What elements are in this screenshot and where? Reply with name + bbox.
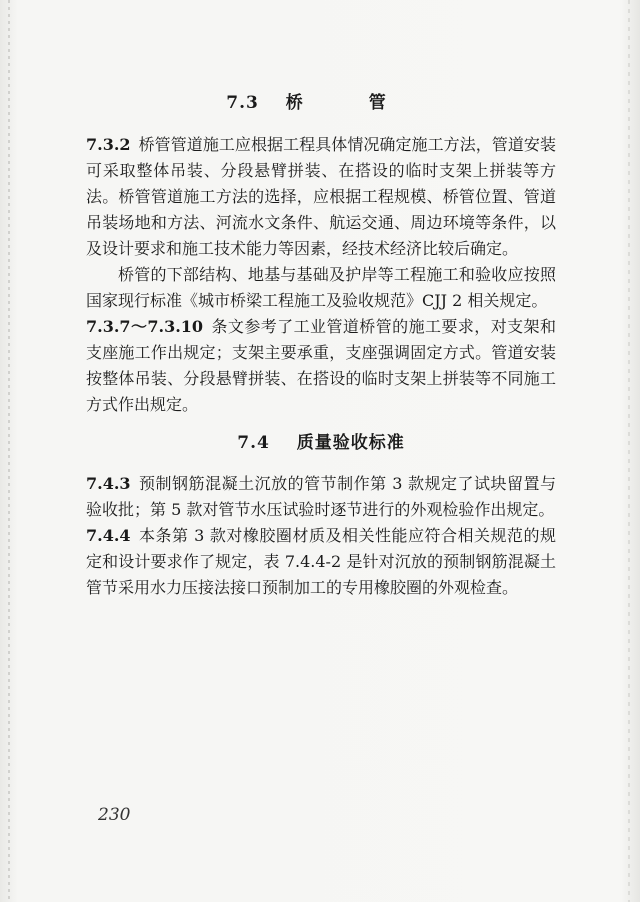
clause-text: 本条第 3 款对橡胶圈材质及相关性能应符合相关规范的规定和设计要求作了规定，表 7.4.4-2 是针对沉放的预制钢筋混凝土管节采用水力压接法接口预制加工的专用橡胶圈的外观检查。 (86, 526, 556, 597)
clause-7-3-7-to-7-3-10 (86, 314, 556, 418)
clause-text: 桥管的下部结构、地基与基础及护岸等工程施工和验收应按照国家现行标准《城市桥梁工程施工及验收规范》CJJ 2 相关规定。 (86, 265, 556, 310)
section-heading-7-3 (86, 88, 556, 113)
page-body (86, 88, 556, 601)
clause-text: 预制钢筋混凝土沉放的管节制作第 3 款规定了试块留置与验收批；第 5 款对管节水压试验时逐节进行的外观检验作出规定。 (86, 474, 556, 519)
clause-7-4-3 (86, 471, 556, 523)
right-scan-edge (628, 0, 630, 902)
clause-text: 条文参考了工业管道桥管的施工要求，对支架和支座施工作出规定；支架主要承重，支座强调固定方式。管道安装按整体吊装、分段悬臂拼装、在搭设的临时支架上拼装等不同施工方式作出规定。 (86, 317, 556, 414)
clause-7-4-4 (86, 523, 556, 601)
section-heading-7-4 (86, 428, 556, 453)
clause-number: 7.4.4 (86, 526, 131, 545)
clause-text: 桥管管道施工应根据工程具体情况确定施工方法，管道安装可采取整体吊装、分段悬臂拼装、在搭设的临时支架上拼装等方法。桥管管道施工方法的选择，应根据工程规模、桥管位置、管道吊装场地和方法、河流水文条件、航运交通、周边环境等条件，以及设计要求和施工技术能力等因素，经技术经济比较后确定。 (86, 135, 556, 258)
clause-number: 7.3.2 (86, 135, 131, 154)
section-number: 7.4 (237, 433, 270, 453)
clause-7-3-2 (86, 132, 556, 262)
section-title: 质量验收标准 (296, 433, 405, 453)
page-number: 230 (98, 805, 131, 825)
section-title: 桥 管 (285, 93, 416, 113)
clause-number: 7.4.3 (86, 474, 131, 493)
clause-number: 7.3.7～7.3.10 (86, 317, 204, 336)
left-scan-edge (8, 0, 10, 902)
clause-7-3-2-continued (86, 262, 556, 314)
section-number: 7.3 (226, 93, 259, 113)
